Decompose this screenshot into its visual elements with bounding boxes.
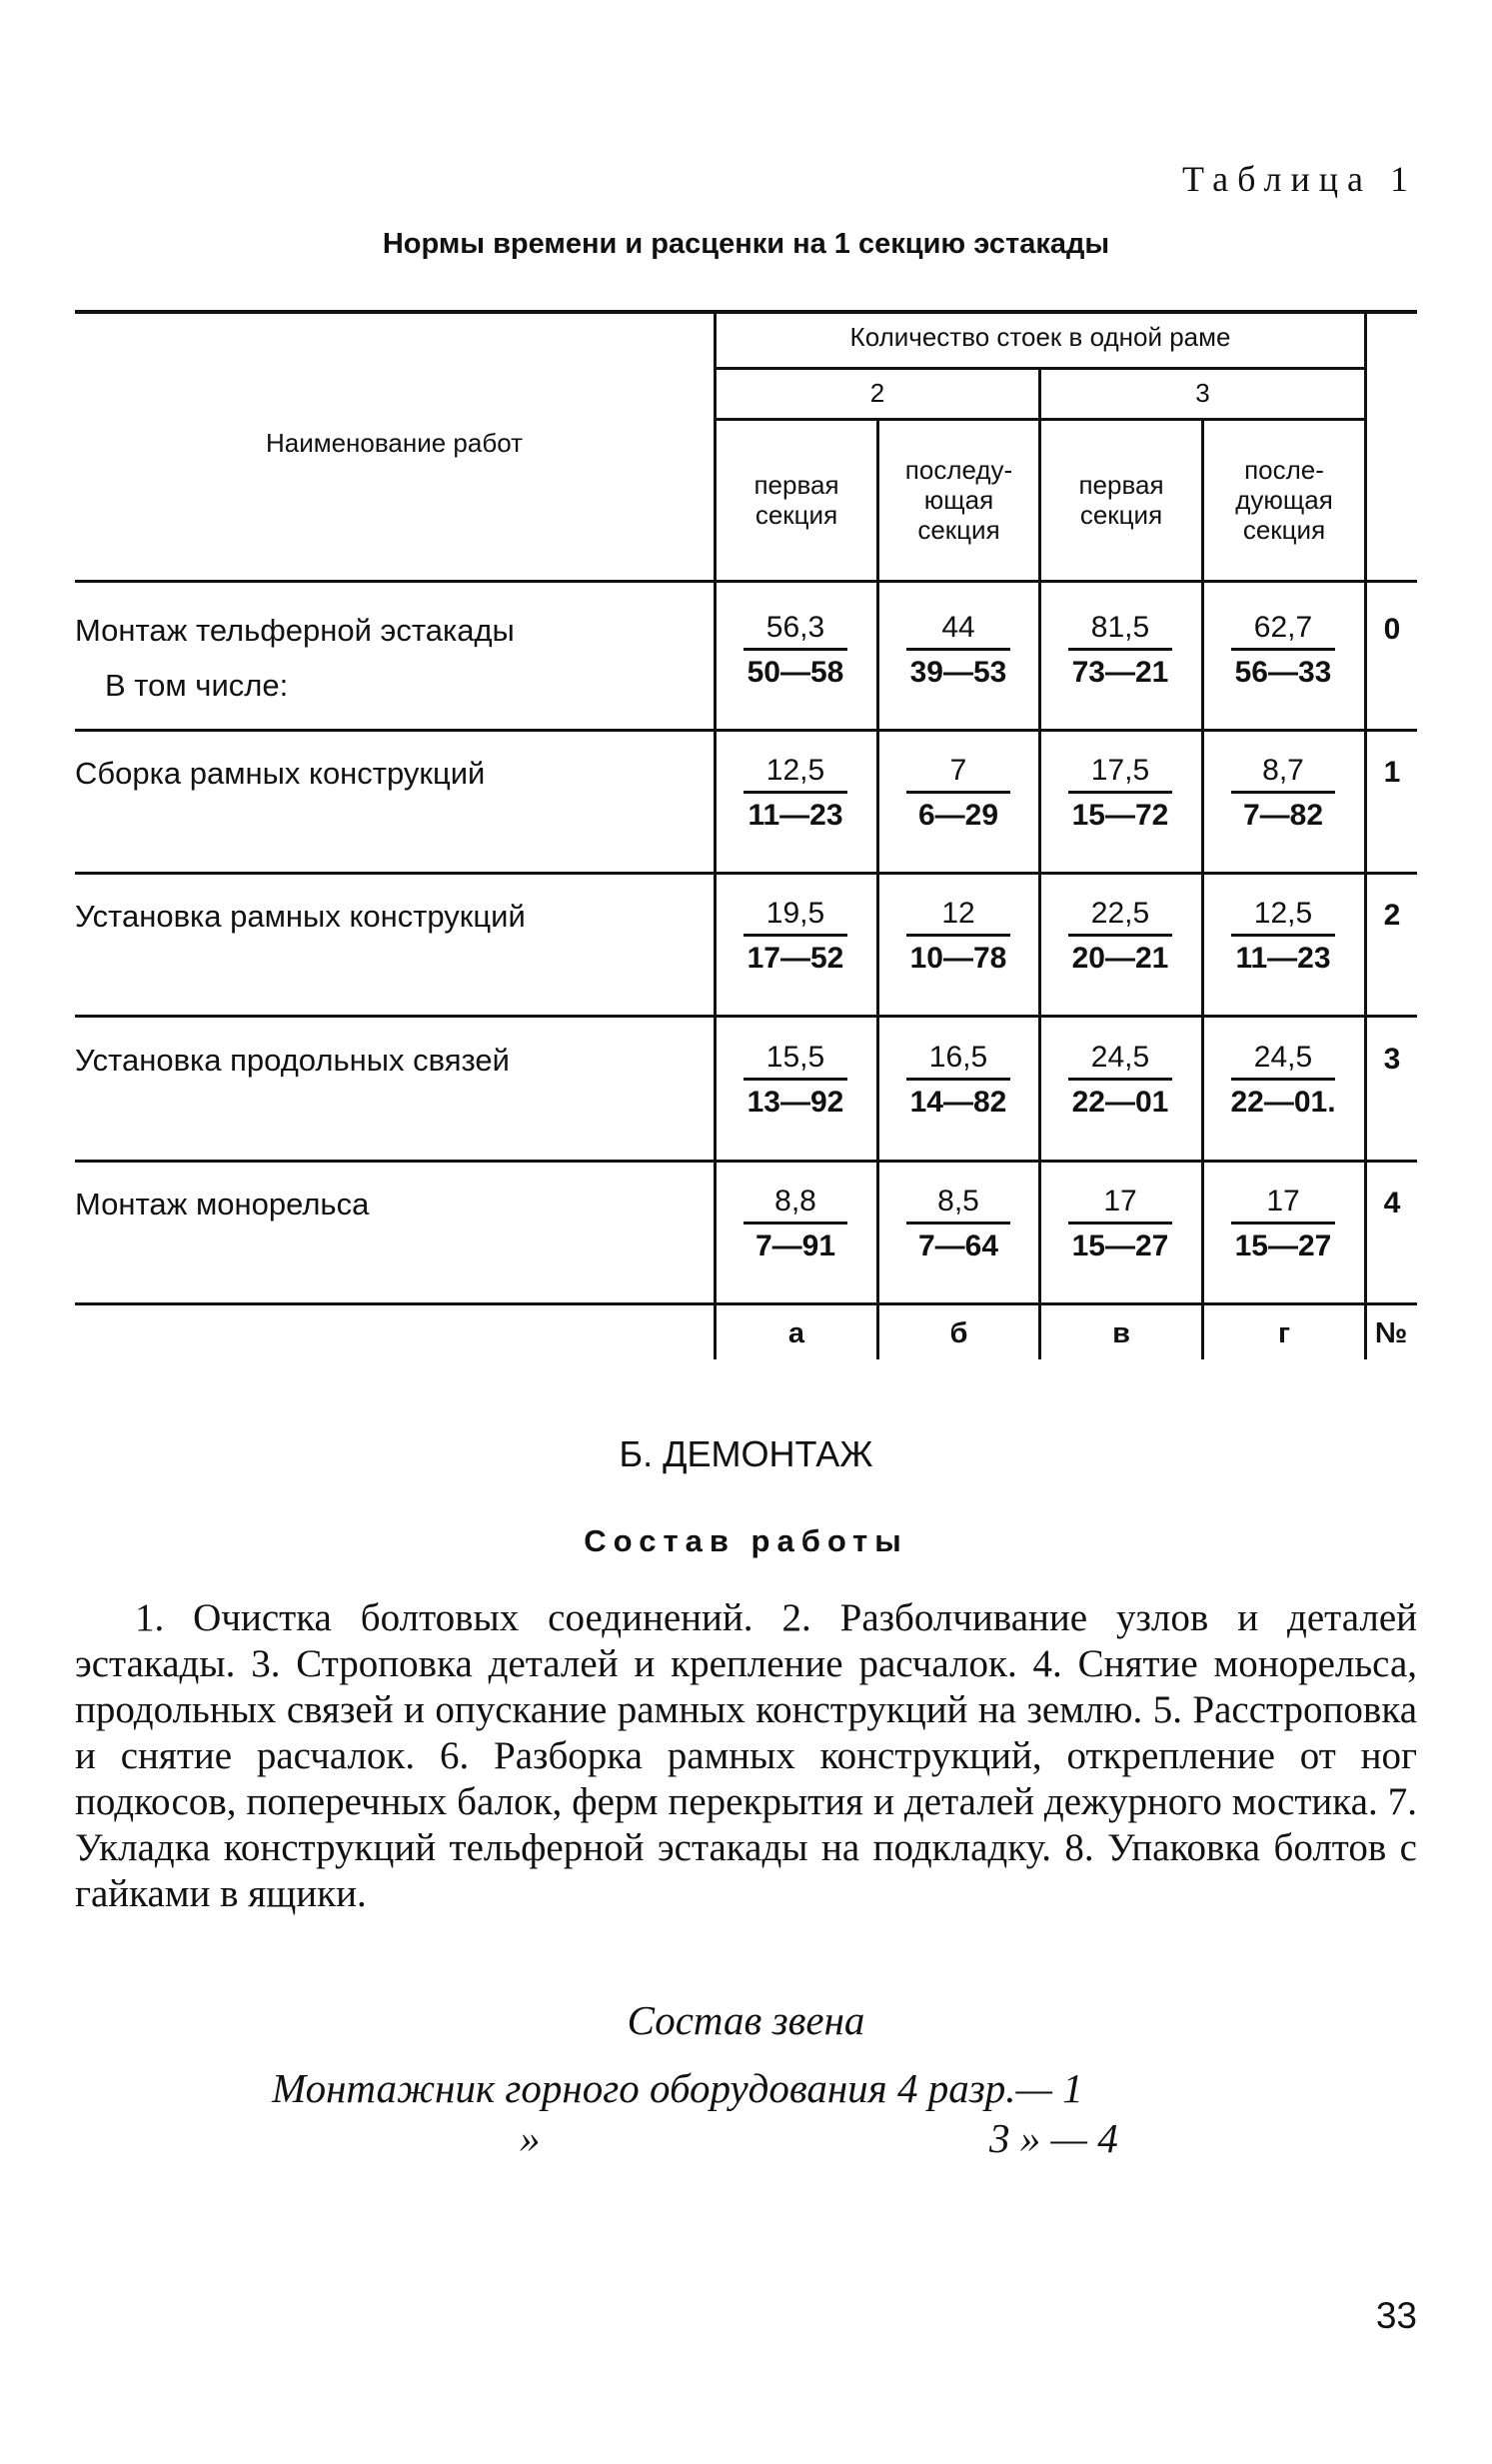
row-2-cell-v: 22,5 20—21 <box>1060 894 1180 977</box>
footer-col-g: г <box>1277 1317 1291 1349</box>
row-1-cell-b: 7 6—29 <box>898 751 1018 834</box>
row-2-cell-a: 19,5 17—52 <box>736 894 855 977</box>
row-rule-5 <box>75 1302 1417 1305</box>
crew-line-1: Монтажник горного оборудования 4 разр.— 1 <box>272 2065 1083 2111</box>
row-3-cell-b: 16,5 14—82 <box>898 1038 1018 1121</box>
row-rule-4 <box>75 1160 1417 1163</box>
col-rule-4 <box>1364 310 1367 1359</box>
crew-title: Состав звена <box>627 1997 865 2043</box>
col-rule-0 <box>714 310 717 1359</box>
section-title: Б. ДЕМОНТАЖ <box>619 1433 873 1474</box>
row-2-number: 2 <box>1383 899 1401 932</box>
row-0-cell-g: 62,7 56—33 <box>1223 608 1343 691</box>
crew-line-2-ditto: » <box>520 2115 541 2161</box>
row-2-cell-b: 12 10—78 <box>898 894 1018 977</box>
col-rule-1 <box>876 418 879 1359</box>
header-col-a: первая секция <box>753 470 839 530</box>
header-bottom-rule <box>75 580 1417 583</box>
header-sub-2: 2 <box>869 378 885 408</box>
row-4-cell-g: 17 15—27 <box>1223 1182 1343 1264</box>
header-name-col: Наименование работ <box>265 428 524 458</box>
work-composition-text: 1. Очистка болтовых соединений. 2. Разболчивание узлов и деталей эстакады. 3. Строповка деталей и крепление расчалок. 4. Снятие монорельса, продольных связей и опускание рамных конструкций на землю. 5. Расстроповка и снятие расчалок. 6. Разборка рамных конструкций, открепление от ног подкосов, поперечных балок, ферм перекрытия и деталей дежурного мостика. 7. Укладка конструкций тельферной эстакады на подкладку. 8. Упаковка болтов с гайками в ящики. <box>75 1596 1417 1915</box>
row-1-name: Сборка рамных конструкций <box>75 756 486 791</box>
header-col-b: последу- ющая секция <box>904 455 1013 545</box>
row-1-cell-v: 17,5 15—72 <box>1060 751 1180 834</box>
header-group: Количество стоек в одной раме <box>849 322 1231 352</box>
row-0-number: 0 <box>1383 613 1401 646</box>
row-0-subname: В том числе: <box>105 668 289 703</box>
row-rule-3 <box>75 1015 1417 1018</box>
col-rule-3 <box>1201 418 1204 1359</box>
row-4-cell-b: 8,5 7—64 <box>898 1182 1018 1264</box>
row-4-cell-a: 8,8 7—91 <box>736 1182 855 1264</box>
row-3-cell-a: 15,5 13—92 <box>736 1038 855 1121</box>
row-4-cell-v: 17 15—27 <box>1060 1182 1180 1264</box>
footer-col-b: б <box>949 1317 968 1349</box>
row-3-cell-v: 24,5 22—01 <box>1060 1038 1180 1121</box>
row-0-cell-b: 44 39—53 <box>898 608 1018 691</box>
row-2-cell-g: 12,5 11—23 <box>1223 894 1343 977</box>
header-col-g: после- дующая секция <box>1235 455 1333 545</box>
row-1-number: 1 <box>1383 756 1401 789</box>
row-4-number: 4 <box>1383 1187 1401 1220</box>
table-top-rule <box>75 310 1417 314</box>
row-3-number: 3 <box>1383 1043 1401 1076</box>
footer-col-a: а <box>787 1317 805 1349</box>
row-rule-2 <box>75 872 1417 875</box>
footer-number-sign: № <box>1374 1317 1408 1349</box>
table-title: Нормы времени и расценки на 1 секцию эстакады <box>382 228 1110 260</box>
table-label: Таблица 1 <box>1182 159 1417 199</box>
row-rule-1 <box>75 729 1417 732</box>
row-0-name: Монтаж тельферной эстакады <box>75 613 515 648</box>
row-0-cell-a: 56,3 50—58 <box>736 608 855 691</box>
row-1-cell-a: 12,5 11—23 <box>736 751 855 834</box>
row-3-name: Установка продольных связей <box>75 1043 510 1078</box>
row-3-cell-g: 24,5 22—01. <box>1230 1041 1336 1119</box>
row-4-name: Монтаж монорельса <box>75 1187 370 1222</box>
header-col-v: первая секция <box>1078 470 1164 530</box>
header-sub-3: 3 <box>1195 378 1210 408</box>
page-number: 33 <box>1375 2295 1417 2336</box>
row-1-cell-g: 8,7 7—82 <box>1223 751 1343 834</box>
row-0-cell-v: 81,5 73—21 <box>1060 608 1180 691</box>
crew-line-2: 3 » — 4 <box>989 2115 1118 2161</box>
row-2-name: Установка рамных конструкций <box>75 899 526 934</box>
work-composition-title: Состав работы <box>584 1523 908 1558</box>
footer-col-v: в <box>1112 1317 1130 1349</box>
